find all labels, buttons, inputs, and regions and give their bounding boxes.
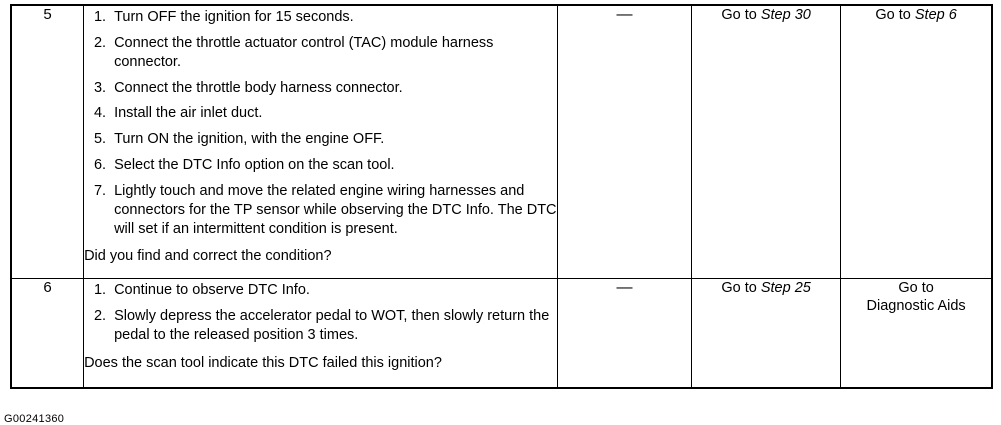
diagnostic-table-page	[0, 4, 1001, 425]
no-prefix: Go to	[898, 280, 934, 296]
no-target: Step 6	[914, 7, 957, 23]
value-dash: —	[616, 6, 633, 23]
step-question: Does the scan tool indicate this DTC failed this ignition?	[84, 354, 442, 371]
step-question: Did you find and correct the condition?	[84, 248, 332, 265]
value-cell	[557, 5, 691, 279]
no-target: Diagnostic Aids	[866, 298, 966, 315]
no-prefix: Go to	[875, 7, 915, 23]
value-dash: —	[616, 279, 633, 296]
list-item: 4. Install the air inlet duct.	[110, 104, 557, 123]
yes-result-text	[692, 6, 840, 24]
step-number-cell: 5	[11, 5, 84, 279]
yes-prefix: Go to	[721, 280, 761, 296]
list-item: 2. Slowly depress the accelerator pedal to WOT, then slowly return the pedal to the released position 3 times.	[110, 307, 557, 345]
list-item: 1. Continue to observe DTC Info.	[110, 281, 557, 300]
yes-prefix: Go to	[721, 7, 761, 23]
list-item: 7. Lightly touch and move the related engine wiring harnesses and connectors for the TP sensor while observing the DTC Info. The DTC will set if an intermittent condition is present.	[110, 182, 557, 239]
no-result-text	[841, 6, 991, 24]
figure-reference-code: G00241360	[4, 413, 65, 425]
no-result-cell	[841, 5, 992, 279]
action-cell	[84, 5, 558, 279]
value-cell	[557, 279, 691, 389]
yes-target: Step 30	[760, 7, 811, 23]
action-cell	[84, 279, 558, 389]
list-item: 1. Turn OFF the ignition for 15 seconds.	[110, 8, 557, 27]
list-item: 6. Select the DTC Info option on the scan tool.	[110, 156, 557, 175]
list-item: 5. Turn ON the ignition, with the engine OFF.	[110, 130, 557, 149]
list-item: 2. Connect the throttle actuator control (TAC) module harness connector.	[110, 34, 557, 72]
list-item: 3. Connect the throttle body harness connector.	[110, 79, 557, 98]
yes-target: Step 25	[760, 280, 811, 296]
step-number-cell: 6	[11, 279, 84, 389]
yes-result-text	[692, 279, 840, 297]
step-instruction-list	[84, 281, 557, 345]
yes-result-cell	[692, 5, 841, 279]
table-row	[11, 5, 992, 279]
table-row	[11, 279, 992, 389]
diagnostic-steps-table	[10, 4, 993, 389]
no-result-cell	[841, 279, 992, 389]
step-instruction-list	[84, 8, 557, 238]
yes-result-cell	[692, 279, 841, 389]
